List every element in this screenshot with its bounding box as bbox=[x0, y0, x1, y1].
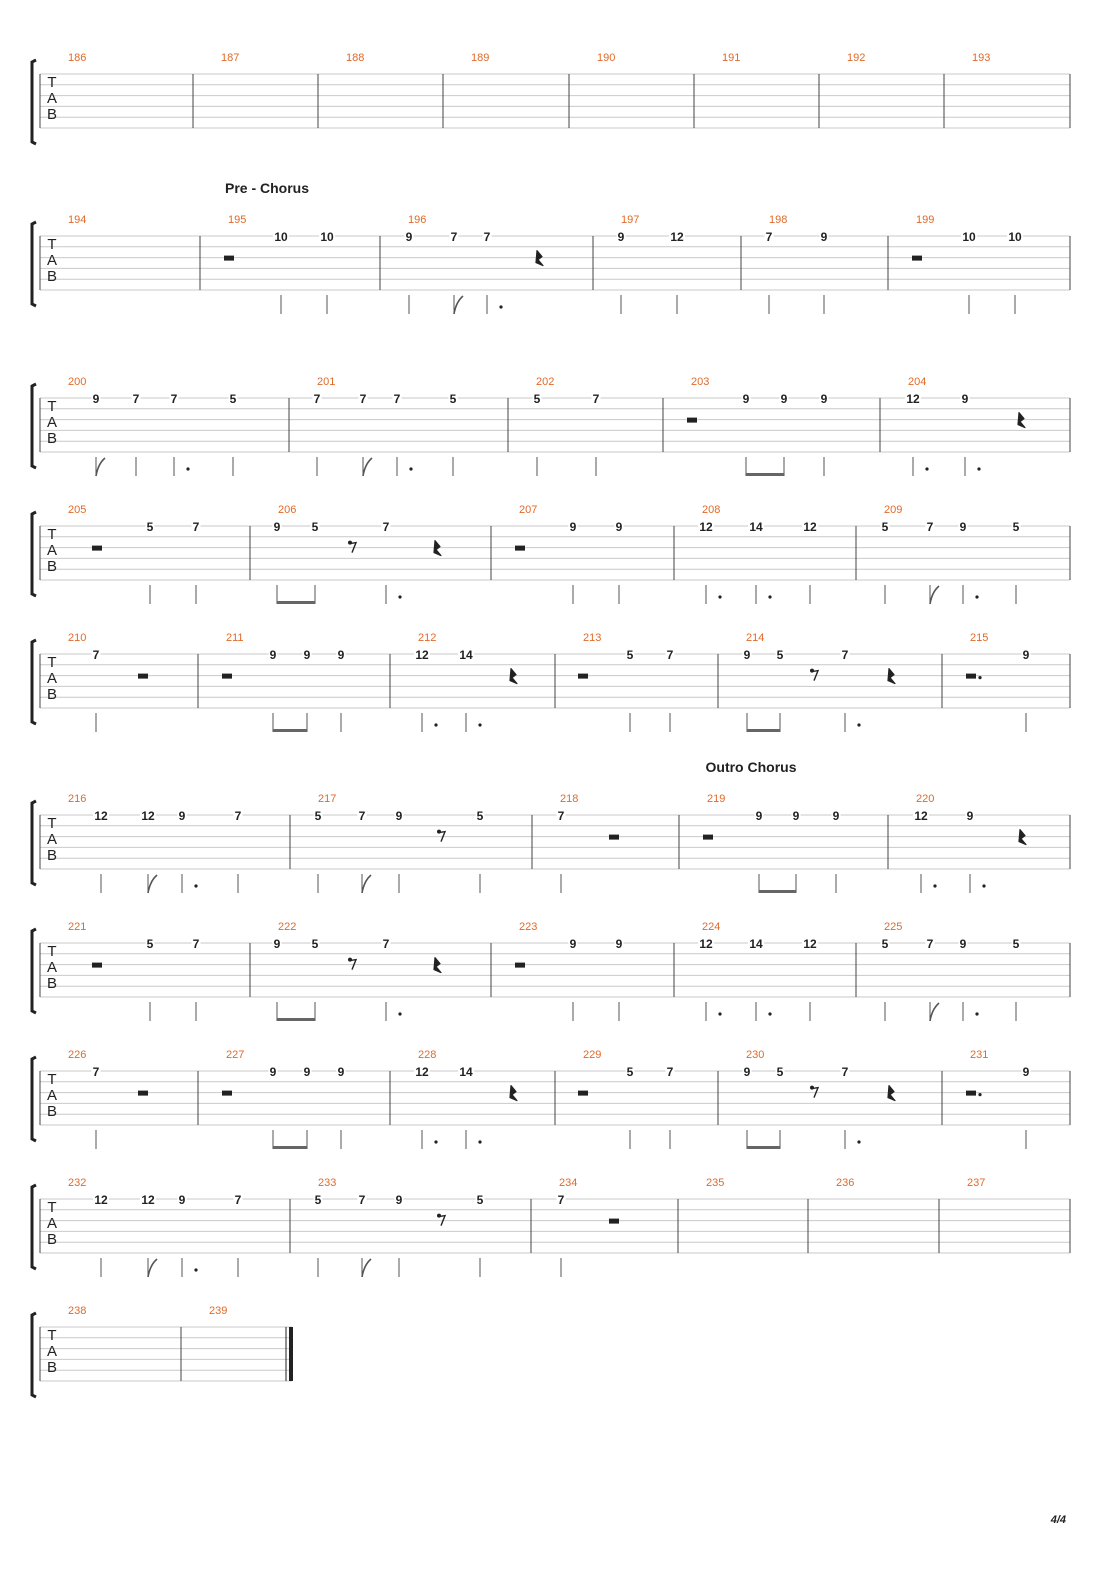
measure-number: 187 bbox=[221, 52, 240, 64]
fret-number: 9 bbox=[178, 1193, 186, 1207]
fret-number: 10 bbox=[1008, 230, 1022, 244]
measure-number: 218 bbox=[560, 793, 579, 805]
note-flag bbox=[362, 1259, 371, 1277]
fret-number: 7 bbox=[557, 809, 565, 823]
tab-clef-letter: T bbox=[47, 74, 57, 91]
tab-system bbox=[32, 376, 1070, 476]
rest-half bbox=[138, 1091, 148, 1096]
fret-number: 7 bbox=[359, 392, 367, 406]
fret-number: 5 bbox=[1012, 520, 1020, 534]
measure-number: 217 bbox=[318, 793, 337, 805]
rhythm-dot bbox=[194, 1268, 197, 1271]
tab-system bbox=[32, 921, 1070, 1021]
fret-number: 5 bbox=[776, 648, 784, 662]
fret-number: 7 bbox=[234, 809, 242, 823]
measure-number: 230 bbox=[746, 1049, 765, 1061]
fret-number: 7 bbox=[926, 937, 934, 951]
measure-number: 190 bbox=[597, 52, 616, 64]
tab-clef-letter: T bbox=[47, 398, 57, 415]
fret-number: 9 bbox=[961, 392, 969, 406]
rest-half bbox=[92, 963, 102, 968]
tab-system bbox=[32, 1305, 293, 1397]
tab-clef-letter: B bbox=[46, 430, 58, 447]
fret-number: 12 bbox=[803, 520, 817, 534]
fret-number: 14 bbox=[459, 648, 473, 662]
page-number: 4/4 bbox=[1050, 1514, 1066, 1526]
measure-number: 235 bbox=[706, 1177, 725, 1189]
fret-number: 5 bbox=[626, 1065, 634, 1079]
rhythm-dot bbox=[499, 305, 502, 308]
rhythm-dot bbox=[933, 884, 936, 887]
measure-number: 191 bbox=[722, 52, 741, 64]
measure-number: 224 bbox=[702, 921, 721, 933]
fret-number: 9 bbox=[959, 520, 967, 534]
fret-number: 7 bbox=[483, 230, 491, 244]
note-flag bbox=[96, 458, 105, 476]
tab-clef-letter: B bbox=[46, 1231, 58, 1248]
fret-number: 9 bbox=[395, 1193, 403, 1207]
fret-number: 7 bbox=[666, 648, 674, 662]
measure-number: 219 bbox=[707, 793, 726, 805]
fret-number: 12 bbox=[415, 1065, 429, 1079]
note-flag bbox=[148, 875, 157, 893]
tab-clef-letter: A bbox=[46, 414, 58, 431]
rest-half bbox=[912, 256, 922, 261]
fret-number: 5 bbox=[311, 937, 319, 951]
fret-number: 10 bbox=[274, 230, 288, 244]
fret-number: 7 bbox=[841, 648, 849, 662]
measure-number: 216 bbox=[68, 793, 87, 805]
tab-clef-letter: T bbox=[47, 1071, 57, 1088]
tab-clef-letter: A bbox=[46, 90, 58, 107]
fret-number: 9 bbox=[178, 809, 186, 823]
note-beam bbox=[747, 1146, 780, 1149]
note-flag bbox=[362, 875, 371, 893]
note-beam bbox=[277, 1018, 315, 1021]
measure-number: 203 bbox=[691, 376, 710, 388]
measure-number: 205 bbox=[68, 504, 87, 516]
measure-number: 202 bbox=[536, 376, 555, 388]
system-bracket bbox=[32, 384, 36, 468]
rhythm-dot bbox=[975, 1012, 978, 1015]
note-beam bbox=[747, 729, 780, 732]
fret-number: 14 bbox=[749, 520, 763, 534]
rest-halfdot bbox=[966, 674, 976, 679]
fret-number: 9 bbox=[820, 392, 828, 406]
fret-number: 9 bbox=[743, 648, 751, 662]
fret-number: 7 bbox=[358, 809, 366, 823]
measure-number: 231 bbox=[970, 1049, 989, 1061]
measure-number: 236 bbox=[836, 1177, 855, 1189]
fret-number: 9 bbox=[269, 648, 277, 662]
fret-number: 10 bbox=[962, 230, 976, 244]
note-beam bbox=[273, 729, 307, 732]
measure-number: 200 bbox=[68, 376, 87, 388]
fret-number: 9 bbox=[742, 392, 750, 406]
system-bracket bbox=[32, 1057, 36, 1141]
fret-number: 12 bbox=[699, 520, 713, 534]
note-flag bbox=[930, 586, 939, 604]
fret-number: 5 bbox=[776, 1065, 784, 1079]
tab-clef-letter: T bbox=[47, 815, 57, 832]
tab-clef-letter: B bbox=[46, 1103, 58, 1120]
fret-number: 9 bbox=[405, 230, 413, 244]
fret-number: 5 bbox=[533, 392, 541, 406]
measure-number: 195 bbox=[228, 214, 247, 226]
fret-number: 7 bbox=[92, 1065, 100, 1079]
tab-clef-letter: B bbox=[46, 1359, 58, 1376]
rest-halfdot-dot bbox=[978, 1093, 981, 1096]
rest-half bbox=[687, 418, 697, 423]
tab-system bbox=[32, 632, 1070, 732]
tab-clef-letter: A bbox=[46, 1343, 58, 1360]
fret-number: 9 bbox=[615, 937, 623, 951]
tab-clef-letter: T bbox=[47, 526, 57, 543]
measure-number: 222 bbox=[278, 921, 297, 933]
tab-system bbox=[32, 1049, 1070, 1149]
measure-number: 209 bbox=[884, 504, 903, 516]
rest-half bbox=[222, 674, 232, 679]
fret-number: 9 bbox=[966, 809, 974, 823]
tab-clef-letter: A bbox=[46, 542, 58, 559]
rhythm-dot bbox=[478, 723, 481, 726]
fret-number: 12 bbox=[415, 648, 429, 662]
fret-number: 12 bbox=[94, 809, 108, 823]
fret-number: 9 bbox=[617, 230, 625, 244]
tab-clef-letter: B bbox=[46, 686, 58, 703]
fret-number: 9 bbox=[832, 809, 840, 823]
system-bracket bbox=[32, 929, 36, 1013]
tab-clef-letter: A bbox=[46, 959, 58, 976]
tab-system bbox=[32, 759, 1070, 893]
measure-number: 201 bbox=[317, 376, 336, 388]
fret-number: 5 bbox=[229, 392, 237, 406]
rhythm-dot bbox=[982, 884, 985, 887]
fret-number: 5 bbox=[881, 937, 889, 951]
rhythm-dot bbox=[409, 467, 412, 470]
fret-number: 14 bbox=[459, 1065, 473, 1079]
rhythm-dot bbox=[768, 595, 771, 598]
fret-number: 14 bbox=[749, 937, 763, 951]
fret-number: 5 bbox=[314, 809, 322, 823]
tab-system bbox=[32, 504, 1070, 604]
fret-number: 5 bbox=[1012, 937, 1020, 951]
fret-number: 9 bbox=[755, 809, 763, 823]
tab-clef-letter: A bbox=[46, 252, 58, 269]
final-bar-thick bbox=[289, 1327, 293, 1381]
measure-number: 214 bbox=[746, 632, 765, 644]
measure-number: 211 bbox=[226, 632, 244, 644]
fret-number: 12 bbox=[914, 809, 928, 823]
rest-half bbox=[578, 1091, 588, 1096]
fret-number: 9 bbox=[820, 230, 828, 244]
section-heading: Outro Chorus bbox=[705, 759, 797, 775]
tab-system bbox=[32, 52, 1070, 144]
rhythm-dot bbox=[925, 467, 928, 470]
fret-number: 12 bbox=[670, 230, 684, 244]
rest-half bbox=[138, 674, 148, 679]
rhythm-dot bbox=[398, 1012, 401, 1015]
fret-number: 10 bbox=[320, 230, 334, 244]
measure-number: 237 bbox=[967, 1177, 986, 1189]
measure-number: 186 bbox=[68, 52, 87, 64]
system-bracket bbox=[32, 640, 36, 724]
rhythm-dot bbox=[434, 723, 437, 726]
rhythm-dot bbox=[857, 723, 860, 726]
tab-clef-letter: B bbox=[46, 847, 58, 864]
tab-clef-letter: B bbox=[46, 558, 58, 575]
rest-half bbox=[92, 546, 102, 551]
measure-number: 229 bbox=[583, 1049, 602, 1061]
fret-number: 9 bbox=[959, 937, 967, 951]
measure-number: 213 bbox=[583, 632, 602, 644]
measure-number: 188 bbox=[346, 52, 365, 64]
note-beam bbox=[273, 1146, 307, 1149]
fret-number: 7 bbox=[382, 937, 390, 951]
measure-number: 192 bbox=[847, 52, 866, 64]
fret-number: 12 bbox=[699, 937, 713, 951]
system-bracket bbox=[32, 801, 36, 885]
fret-number: 12 bbox=[141, 1193, 155, 1207]
fret-number: 7 bbox=[192, 520, 200, 534]
system-bracket bbox=[32, 60, 36, 144]
fret-number: 9 bbox=[273, 937, 281, 951]
fret-number: 9 bbox=[395, 809, 403, 823]
fret-number: 7 bbox=[382, 520, 390, 534]
fret-number: 7 bbox=[234, 1193, 242, 1207]
fret-number: 7 bbox=[192, 937, 200, 951]
fret-number: 5 bbox=[311, 520, 319, 534]
fret-number: 5 bbox=[314, 1193, 322, 1207]
fret-number: 9 bbox=[615, 520, 623, 534]
system-bracket bbox=[32, 1313, 36, 1397]
rest-half bbox=[515, 963, 525, 968]
tab-clef-letter: T bbox=[47, 1327, 57, 1344]
rest-half bbox=[578, 674, 588, 679]
rest-halfdot bbox=[966, 1091, 976, 1096]
system-bracket bbox=[32, 222, 36, 306]
fret-number: 9 bbox=[337, 1065, 345, 1079]
fret-number: 7 bbox=[841, 1065, 849, 1079]
note-beam bbox=[277, 601, 315, 604]
fret-number: 7 bbox=[132, 392, 140, 406]
measure-number: 238 bbox=[68, 1305, 87, 1317]
rhythm-dot bbox=[718, 1012, 721, 1015]
fret-number: 7 bbox=[313, 392, 321, 406]
system-bracket bbox=[32, 512, 36, 596]
fret-number: 7 bbox=[666, 1065, 674, 1079]
fret-number: 7 bbox=[393, 392, 401, 406]
fret-number: 5 bbox=[476, 1193, 484, 1207]
measure-number: 232 bbox=[68, 1177, 87, 1189]
tab-clef-letter: B bbox=[46, 975, 58, 992]
measure-number: 199 bbox=[916, 214, 935, 226]
measure-number: 220 bbox=[916, 793, 935, 805]
fret-number: 5 bbox=[881, 520, 889, 534]
fret-number: 9 bbox=[569, 520, 577, 534]
note-flag bbox=[363, 458, 372, 476]
system-bracket bbox=[32, 1185, 36, 1269]
measure-number: 210 bbox=[68, 632, 87, 644]
measure-number: 197 bbox=[621, 214, 640, 226]
rest-half bbox=[609, 835, 619, 840]
rhythm-dot bbox=[398, 595, 401, 598]
fret-number: 12 bbox=[906, 392, 920, 406]
rest-halfdot-dot bbox=[978, 676, 981, 679]
note-flag bbox=[930, 1003, 939, 1021]
rhythm-dot bbox=[434, 1140, 437, 1143]
measure-number: 221 bbox=[68, 921, 87, 933]
measure-number: 198 bbox=[769, 214, 788, 226]
rhythm-dot bbox=[186, 467, 189, 470]
fret-number: 9 bbox=[337, 648, 345, 662]
measure-number: 207 bbox=[519, 504, 538, 516]
fret-number: 7 bbox=[450, 230, 458, 244]
measure-number: 215 bbox=[970, 632, 989, 644]
fret-number: 9 bbox=[303, 1065, 311, 1079]
section-heading: Pre - Chorus bbox=[224, 180, 310, 196]
measure-number: 225 bbox=[884, 921, 903, 933]
rest-half bbox=[515, 546, 525, 551]
fret-number: 7 bbox=[170, 392, 178, 406]
tab-clef-letter: T bbox=[47, 654, 57, 671]
tab-clef-letter: B bbox=[46, 106, 58, 123]
rhythm-dot bbox=[768, 1012, 771, 1015]
note-beam bbox=[759, 890, 796, 893]
measure-number: 193 bbox=[972, 52, 991, 64]
rhythm-dot bbox=[478, 1140, 481, 1143]
fret-number: 9 bbox=[92, 392, 100, 406]
measure-number: 226 bbox=[68, 1049, 87, 1061]
fret-number: 9 bbox=[1022, 648, 1030, 662]
note-beam bbox=[746, 473, 784, 476]
rest-half bbox=[609, 1219, 619, 1224]
tab-clef-letter: B bbox=[46, 268, 58, 285]
measure-number: 196 bbox=[408, 214, 427, 226]
fret-number: 9 bbox=[743, 1065, 751, 1079]
measure-number: 223 bbox=[519, 921, 538, 933]
fret-number: 7 bbox=[592, 392, 600, 406]
rhythm-dot bbox=[194, 884, 197, 887]
fret-number: 9 bbox=[1022, 1065, 1030, 1079]
fret-number: 5 bbox=[476, 809, 484, 823]
rest-half bbox=[703, 835, 713, 840]
rest-half bbox=[222, 1091, 232, 1096]
measure-number: 234 bbox=[559, 1177, 578, 1189]
tab-clef-letter: T bbox=[47, 943, 57, 960]
tab-clef-letter: A bbox=[46, 1087, 58, 1104]
tab-clef-letter: A bbox=[46, 831, 58, 848]
fret-number: 7 bbox=[557, 1193, 565, 1207]
fret-number: 12 bbox=[94, 1193, 108, 1207]
rhythm-dot bbox=[977, 467, 980, 470]
fret-number: 7 bbox=[765, 230, 773, 244]
fret-number: 5 bbox=[449, 392, 457, 406]
rhythm-dot bbox=[718, 595, 721, 598]
fret-number: 7 bbox=[358, 1193, 366, 1207]
fret-number: 9 bbox=[569, 937, 577, 951]
fret-number: 9 bbox=[269, 1065, 277, 1079]
fret-number: 12 bbox=[141, 809, 155, 823]
measure-number: 204 bbox=[908, 376, 927, 388]
fret-number: 5 bbox=[146, 520, 154, 534]
fret-number: 5 bbox=[146, 937, 154, 951]
tab-system bbox=[32, 180, 1070, 314]
measure-number: 194 bbox=[68, 214, 87, 226]
measure-number: 206 bbox=[278, 504, 297, 516]
fret-number: 7 bbox=[92, 648, 100, 662]
rest-half bbox=[224, 256, 234, 261]
measure-number: 228 bbox=[418, 1049, 437, 1061]
measure-number: 212 bbox=[418, 632, 437, 644]
fret-number: 7 bbox=[926, 520, 934, 534]
note-flag bbox=[454, 296, 463, 314]
note-flag bbox=[148, 1259, 157, 1277]
fret-number: 9 bbox=[780, 392, 788, 406]
measure-number: 233 bbox=[318, 1177, 337, 1189]
fret-number: 9 bbox=[273, 520, 281, 534]
fret-number: 9 bbox=[303, 648, 311, 662]
tab-clef-letter: T bbox=[47, 236, 57, 253]
rhythm-dot bbox=[975, 595, 978, 598]
measure-number: 189 bbox=[471, 52, 490, 64]
fret-number: 12 bbox=[803, 937, 817, 951]
tab-system bbox=[32, 1177, 1070, 1277]
measure-number: 239 bbox=[209, 1305, 228, 1317]
fret-number: 5 bbox=[626, 648, 634, 662]
rhythm-dot bbox=[857, 1140, 860, 1143]
fret-number: 9 bbox=[792, 809, 800, 823]
measure-number: 208 bbox=[702, 504, 721, 516]
tab-clef-letter: A bbox=[46, 1215, 58, 1232]
tab-clef-letter: T bbox=[47, 1199, 57, 1216]
measure-number: 227 bbox=[226, 1049, 245, 1061]
tab-clef-letter: A bbox=[46, 670, 58, 687]
